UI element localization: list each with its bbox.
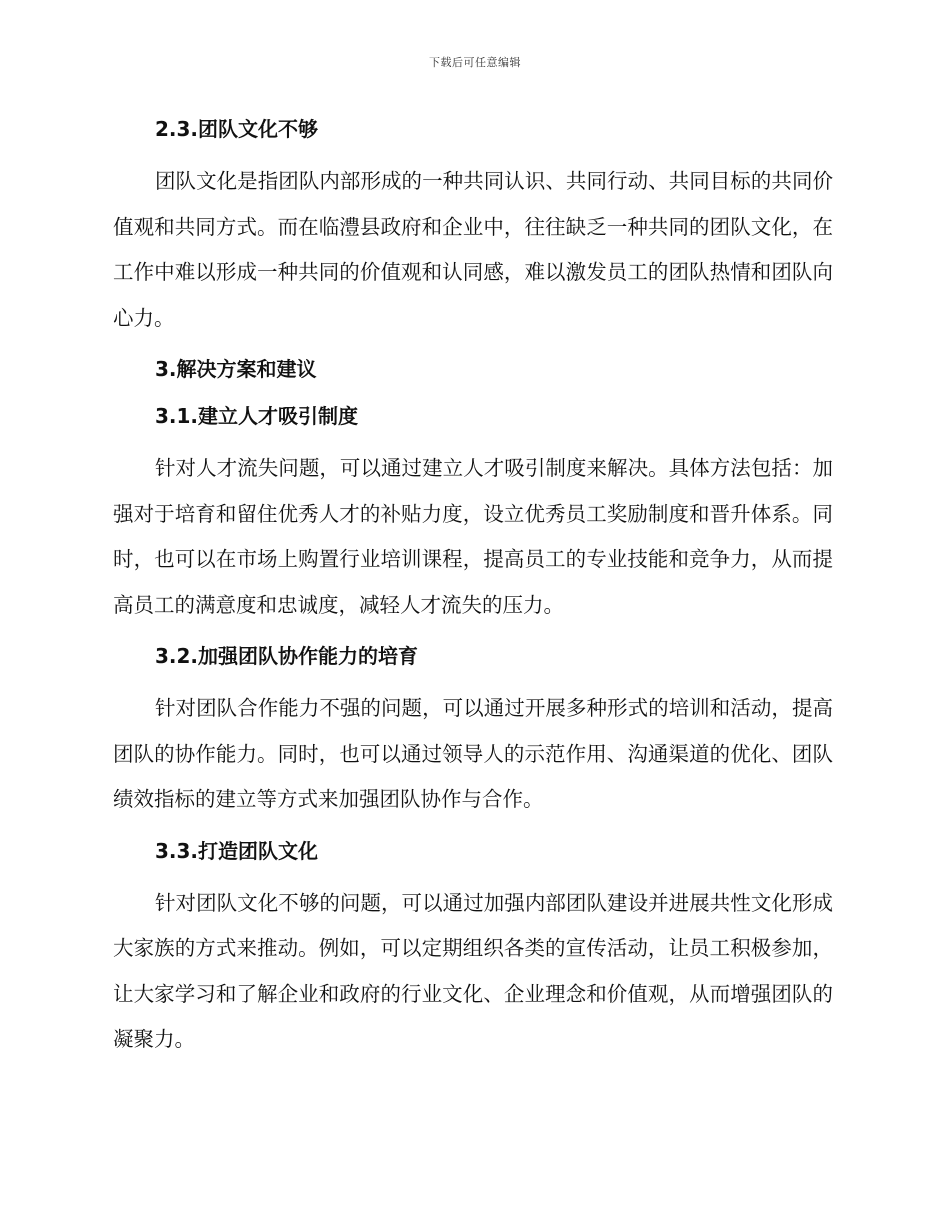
- section-heading-3-2: 3.2.加强团队协作能力的培育: [155, 644, 419, 668]
- header-note: 下载后可任意编辑: [429, 56, 521, 69]
- section-heading-3: 3.解决方案和建议: [155, 357, 317, 381]
- section-heading-3-1: 3.1.建立人才吸引制度: [155, 404, 359, 428]
- document-body: [113, 112, 833, 1074]
- section-paragraph-3-2: 针对团队合作能力不强的问题，可以通过开展多种形式的培训和活动，提高团队的协作能力。同时，也可以通过领导人的示范作用、沟通渠道的优化、团队绩效指标的建立等方式来加强团队协作与合作。: [113, 696, 833, 811]
- section-heading-3-3: 3.3.打造团队文化: [155, 838, 319, 863]
- section-paragraph-2-3: 团队文化是指团队内部形成的一种共同认识、共同行动、共同目标的共同价值观和共同方式。而在临澧县政府和企业中，往往缺乏一种共同的团队文化，在工作中难以形成一种共同的价值观和认同感，难以激发员工的团队热情和团队向心力。: [113, 169, 833, 330]
- section-paragraph-3-1: 针对人才流失问题，可以通过建立人才吸引制度来解决。具体方法包括：加强对于培育和留住优秀人才的补贴力度，设立优秀员工奖励制度和晋升体系。同时，也可以在市场上购置行业培训课程，提高员工的专业技能和竞争力，从而提高员工的满意度和忠诚度，减轻人才流失的压力。: [113, 456, 833, 617]
- section-paragraph-3-3: 针对团队文化不够的问题，可以通过加强内部团队建设并进展共性文化形成大家族的方式来推动。例如，可以定期组织各类的宣传活动，让员工积极参加，让大家学习和了解企业和政府的行业文化、企业理念和价值观，从而增强团队的凝聚力。: [113, 890, 833, 1051]
- section-heading-2-3: 2.3.团队文化不够: [155, 117, 319, 141]
